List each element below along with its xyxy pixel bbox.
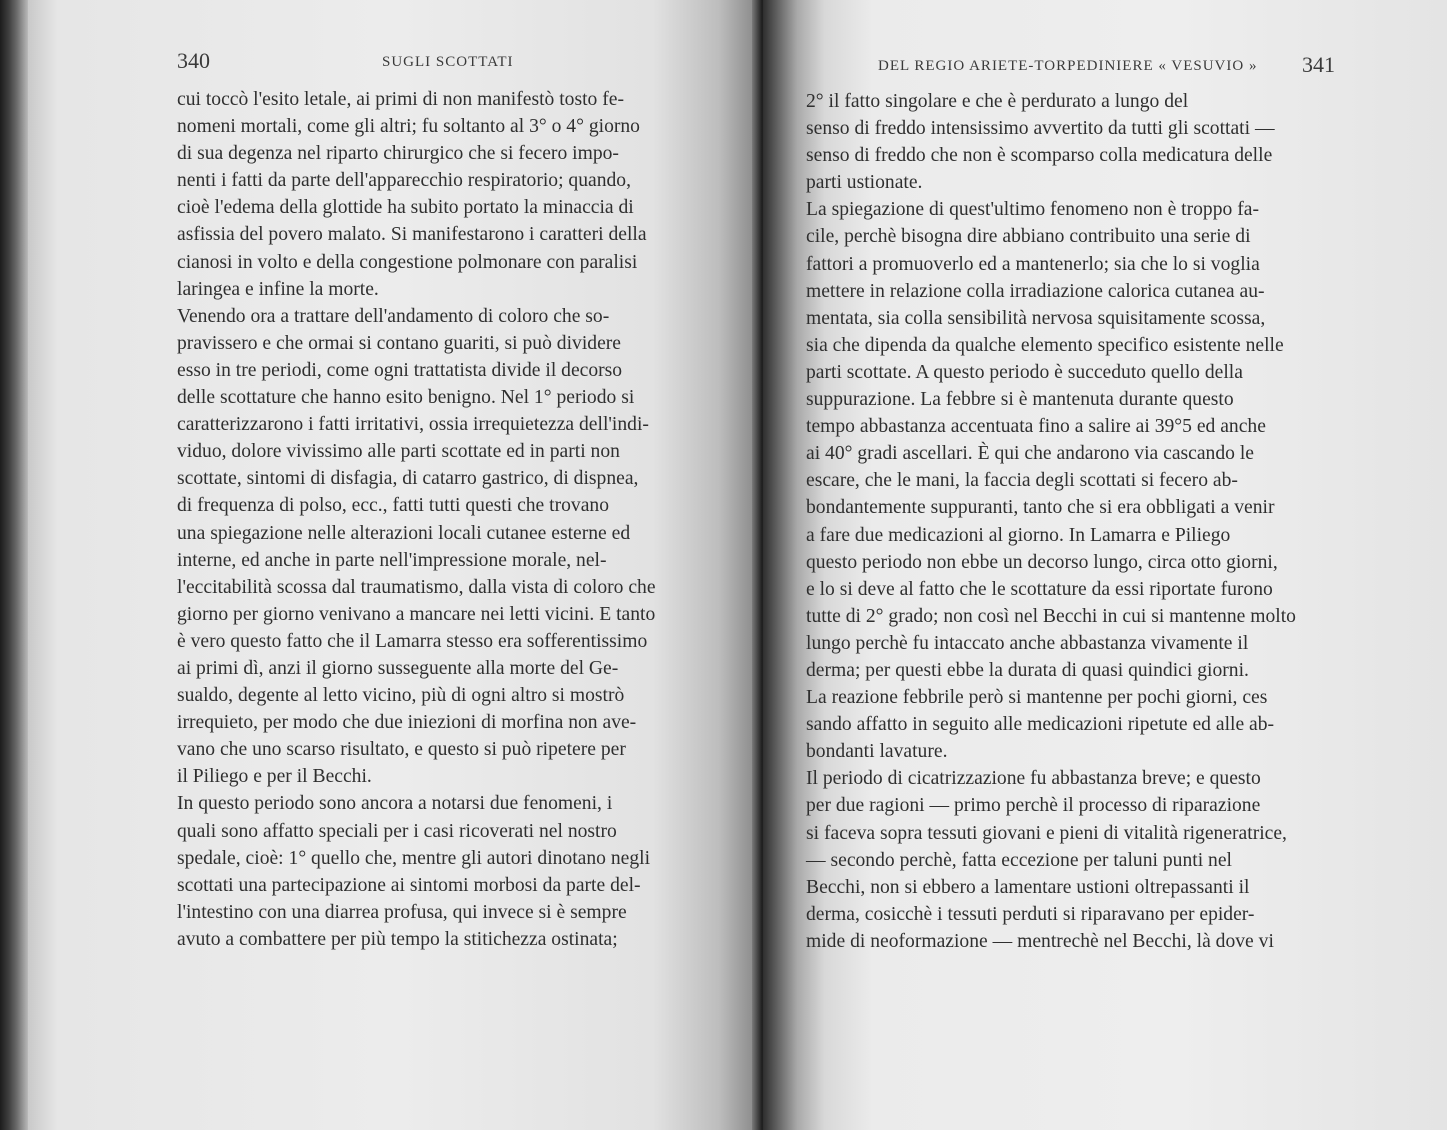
text-line: Becchi, non si ebbero a lamentare ustioni oltrepassanti il [806,876,1250,898]
text-line: delle scottature che hanno esito benigno. Nel 1° periodo si [177,387,635,409]
text-line: cioè l'edema della glottide ha subito portato la minaccia di [177,197,634,219]
text-line: senso di freddo che non è scomparso colla medicatura delle [806,145,1273,167]
text-line: una spiegazione nelle alterazioni locali cutanee esterne ed [177,522,631,544]
text-line: tutte di 2° grado; non così nel Becchi in cui si mantenne molto [806,605,1296,627]
text-line: senso di freddo intensissimo avvertito da tutti gli scottati — [806,118,1275,140]
text-line: bondanti lavature. [806,741,948,763]
right-page-number: 341 [1302,52,1335,77]
text-line: a fare due medicazioni al giorno. In Lamarra e Piliego [806,524,1231,546]
text-line: esso in tre periodi, come ogni trattatista divide il decorso [177,359,623,381]
text-line: parti ustionate. [806,172,923,194]
text-line: viduo, dolore vivissimo alle parti scottate ed in parti non [177,441,620,463]
text-line: di sua degenza nel riparto chirurgico che si fecero impo- [177,143,619,165]
text-line: La spiegazione di quest'ultimo fenomeno non è troppo fa- [806,199,1259,221]
text-line: irrequieto, per modo che due iniezioni di morfina non ave- [177,712,637,734]
text-line: e lo si deve al fatto che le scottature da essi riportate furono [806,578,1273,600]
text-line: bondantemente suppuranti, tanto che si era obbligati a venir [806,497,1275,519]
text-line: asfissia del povero malato. Si manifestarono i caratteri della [177,224,647,246]
text-line: 2° il fatto singolare e che è perdurato a lungo del [806,91,1189,112]
text-line: si faceva sopra tessuti giovani e pieni di vitalità rigeneratrice, [806,822,1287,844]
text-line: il Piliego e per il Becchi. [177,766,372,788]
right-page-text [806,88,1340,955]
text-line: mettere in relazione colla irradiazione calorica cutanea au- [806,280,1265,302]
text-line: scottate, sintomi di disfagia, di catarro gastrico, di dispnea, [177,468,639,490]
text-line: cile, perchè bisogna dire abbiano contribuito una serie di [806,226,1251,248]
text-line: interne, ed anche in parte nell'impressione morale, nel- [177,549,607,571]
text-line: vano che uno scarso risultato, e questo si può ripetere per [177,739,626,761]
text-line: di frequenza di polso, ecc., fatti tutti questi che trovano [177,495,610,517]
text-line: nenti i fatti da parte dell'apparecchio respiratorio; quando, [177,170,632,192]
text-line: quali sono affatto speciali per i casi ricoverati nel nostro [177,820,617,842]
left-page-number: 340 [177,48,210,73]
text-line: nomeni mortali, come gli altri; fu soltanto al 3° o 4° giorno [177,116,640,138]
text-line: derma; per questi ebbe la durata di quasi quindici giorni. [806,659,1249,681]
text-line: l'intestino con una diarrea profusa, qui invece si è sempre [177,901,627,923]
left-running-header: SUGLI SCOTTATI [382,54,514,70]
text-line: laringea e infine la morte. [177,278,379,300]
text-line: — secondo perchè, fatta eccezione per taluni punti nel [806,849,1232,871]
text-line: suppurazione. La febbre si è mantenuta durante questo [806,389,1234,411]
text-line: ai 40° gradi ascellari. È qui che andarono via cascando le [806,443,1254,465]
text-line: derma, cosicchè i tessuti perduti si riparavano per epider- [806,903,1255,925]
text-line: Il periodo di cicatrizzazione fu abbastanza breve; e questo [806,768,1261,790]
book-edge [0,0,28,1130]
text-line: cianosi in volto e della congestione polmonare con paralisi [177,251,638,273]
right-running-header: DEL REGIO ARIETE-TORPEDINIERE « VESUVIO » [878,58,1258,74]
text-line: fattori a promuoverlo ed a mantenerlo; sia che lo si voglia [806,253,1260,275]
text-line: ai primi dì, anzi il giorno susseguente alla morte del Ge- [177,657,619,679]
text-line: sando affatto in seguito alle medicazioni ripetute ed alle ab- [806,714,1275,736]
text-line: lungo perchè fu intaccato anche abbastanza vivamente il [806,632,1249,654]
text-line: mentata, sia colla sensibilità nervosa squisitamente scossa, [806,307,1266,329]
text-line: avuto a combattere per più tempo la stitichezza ostinata; [177,928,618,950]
text-line: spedale, cioè: 1° quello che, mentre gli autori dinotano negli [177,847,651,869]
text-line: l'eccitabilità scossa dal traumatismo, dalla vista di coloro che [177,576,656,598]
left-page-text [177,86,709,953]
text-line: scottati una partecipazione ai sintomi morbosi da parte del- [177,874,641,896]
text-line: parti scottate. A questo periodo è succeduto quello della [806,361,1243,383]
text-line: è vero questo fatto che il Lamarra stesso era sofferentissimo [177,630,648,652]
text-line: Venendo ora a trattare dell'andamento di coloro che so- [177,305,610,327]
text-line: In questo periodo sono ancora a notarsi due fenomeni, i [177,793,613,815]
text-line: questo periodo non ebbe un decorso lungo, circa otto giorni, [806,551,1278,573]
text-line: sia che dipenda da qualche elemento specifico esistente nelle [806,334,1284,356]
text-line: caratterizzarono i fatti irritativi, ossia irrequietezza dell'indi- [177,414,649,436]
text-line: tempo abbastanza accentuata fino a salire ai 39°5 ed anche [806,416,1266,438]
text-line: mide di neoformazione — mentrechè nel Becchi, là dove vi [806,930,1274,952]
text-line: La reazione febbrile però si mantenne per pochi giorni, ces [806,687,1268,709]
text-line: per due ragioni — primo perchè il processo di riparazione [806,795,1261,817]
text-line: cui toccò l'esito letale, ai primi di non manifestò tosto fe- [177,89,624,110]
text-line: escare, che le mani, la faccia degli scottati si fecero ab- [806,470,1238,492]
text-line: sualdo, degente al letto vicino, più di ogni altro si mostrò [177,685,625,707]
text-line: pravissero e che ormai si contano guariti, si può dividere [177,332,621,354]
text-line: giorno per giorno venivano a mancare nei letti vicini. E tanto [177,603,656,625]
